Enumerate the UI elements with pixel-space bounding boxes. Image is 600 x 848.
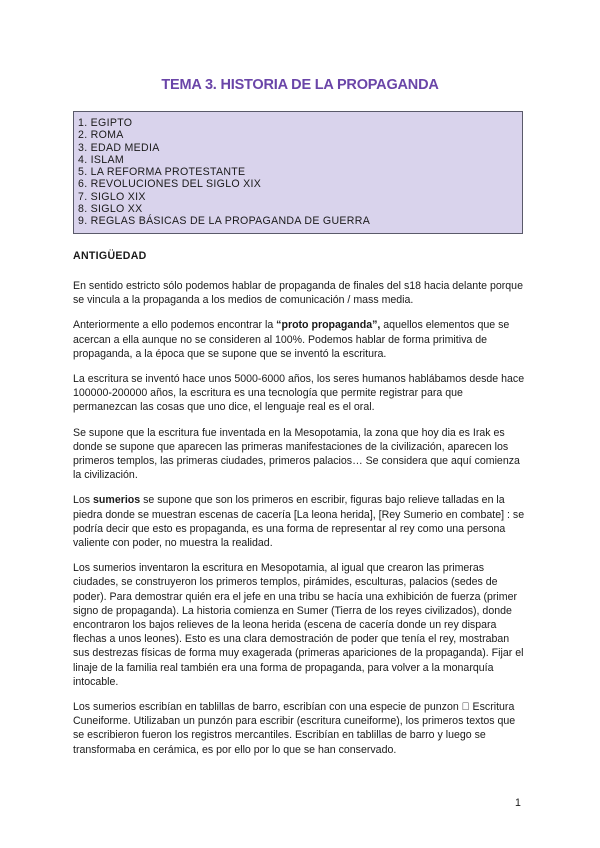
paragraph-5-text-b: se supone que son los primeros en escribir, figuras bajo relieve talladas en la piedra donde se muestran escenas de cacería [La leona herida], [Rey Sumerio en combate] : se podría decir que esto es propaganda, es una forma de representar al rey como una persona valiente con poder, no muestra la realidad. [73,494,525,550]
paragraph-3: La escritura se inventó hace unos 5000-6000 años, los seres humanos hablábamos desde hace 100000-200000 años, la escritura es una tecnología que permite registrar para que permanezcan las cosas que uno dice, el lenguaje real es el oral. [73,373,525,414]
toc-item-reglas-propaganda-guerra: 9. REGLAS BÁSICAS DE LA PROPAGANDA DE GUERRA [78,215,371,228]
document-body [73,249,527,768]
paragraph-2-text-b: aquellos elementos que se acercan a ella aunque no se consideren al 100%. Podemos hablar de forma primitiva de propaganda, a la época que se supone que se inventó la escritura. [73,319,510,360]
paragraph-2-bold-term: “proto propaganda”, [276,319,381,332]
paragraph-4: Se supone que la escritura fue inventada en la Mesopotamia, la zona que hoy dia es Irak es donde se supone que aparecen las primeras manifestaciones de la civilización, aparecen los primeros templos, las primeras ciudades, primeros palacios… Se considera que aquí comienza la civilización. [73,426,520,482]
toc-item-siglo-xix: 7. SIGLO XIX [78,190,146,203]
paragraph-6: Los sumerios inventaron la escritura en Mesopotamia, al igual que crearon las primeras ciudades, se construyeron los primeros templos, pirámides, esculturas, palacios (sedes de poder). Para demostrar quién era el jefe en una tribu se hacía una exhibición de fuerza (primer signo de propaganda). La historia comienza en Sumer (Tierra de los reyes civilizados), donde encontraron los bajos relieves de la leona herida (escena de cacería donde un rey dispara flechas a unos leones). Esto es una clara demostración de poder que tenía el rey, mostraban sus destrezas físicas de forma muy exagerada (primeras apariciones de la propaganda). Fijar el linaje de la familia real también era una forma de propaganda, para volver a la monarquía intocable. [73,562,524,688]
paragraph-5-bold-term: sumerios [93,494,141,507]
document-title: TEMA 3. HISTORIA DE LA PROPAGANDA [161,77,439,93]
table-of-contents [73,111,523,234]
paragraph-5 [73,493,527,550]
toc-item-edad-media: 3. EDAD MEDIA [78,141,160,154]
toc-item-roma: 2. ROMA [78,129,124,142]
paragraph-2-text-a: Anteriormente a ello podemos encontrar la [73,319,277,332]
toc-item-egipto: 1. EGIPTO [78,117,133,129]
paragraph-5-text-a: Los [73,494,94,507]
page-number: 1 [515,797,521,809]
paragraph-1: En sentido estricto sólo podemos hablar de propaganda de finales del s18 hacia delante porque se vincula a la propaganda a los medios de comunicación / mass media. [73,280,523,307]
toc-item-islam: 4. ISLAM [78,153,124,166]
toc-item-reforma-protestante: 5. LA REFORMA PROTESTANTE [78,166,246,179]
paragraph-7: Los sumerios escribían en tablillas de barro, escribían con una especie de punzon Escritura Cuneiforme. Utilizaban un punzón para escribir (escritura cuneiforme), los primeros textos que se escribieron fueron los registros mercantiles. Escribían en tablillas de barro y luego se transformaba en cerámica, es por ello por lo que se han conservado. [73,701,516,756]
toc-item-siglo-xx: 8. SIGLO XX [78,203,143,216]
toc-item-revoluciones-siglo-xix: 6. REVOLUCIONES DEL SIGLO XIX [78,178,262,191]
section-heading: ANTIGÜEDAD [73,250,147,262]
paragraph-2 [73,318,527,361]
